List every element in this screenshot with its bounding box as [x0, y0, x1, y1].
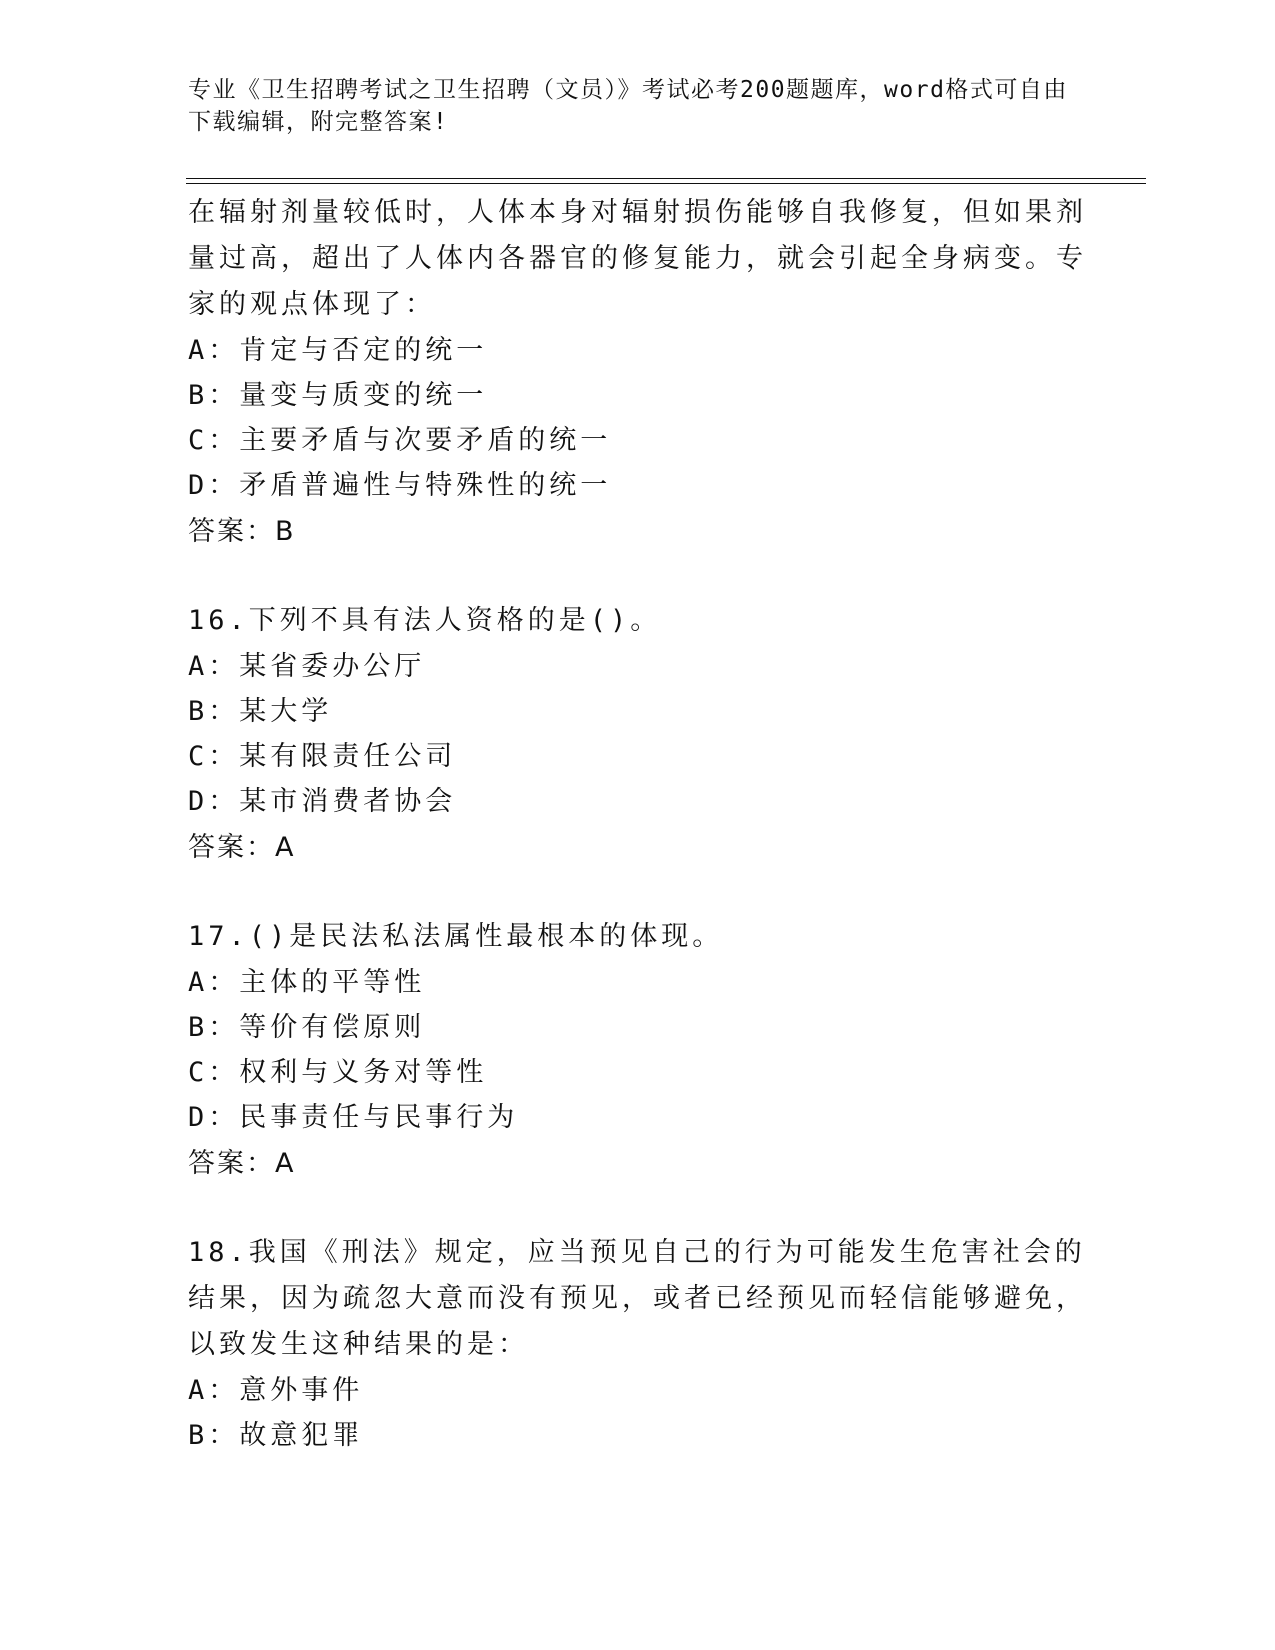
question-16 [188, 598, 1088, 872]
option-b: B：量变与质变的统一 [188, 380, 488, 411]
option-a: A：意外事件 [188, 1375, 364, 1406]
answer-line: 答案：A [188, 832, 296, 863]
question-list [188, 190, 1088, 1458]
option-b: B：等价有偿原则 [188, 1012, 426, 1043]
option-d: D：矛盾普遍性与特殊性的统一 [188, 470, 612, 501]
answer-line: 答案：A [188, 1148, 296, 1179]
question-stem: 在辐射剂量较低时，人体本身对辐射损伤能够自我修复，但如果剂量过高，超出了人体内各器官的修复能力，就会引起全身病变。专家的观点体现了： [188, 197, 1087, 320]
question-stem: 18.我国《刑法》规定，应当预见自己的行为可能发生危害社会的结果，因为疏忽大意而没有预见，或者已经预见而轻信能够避免，以致发生这种结果的是： [188, 1237, 1087, 1360]
header-rule-top [186, 178, 1146, 179]
option-a: A：肯定与否定的统一 [188, 335, 488, 366]
option-b: B：某大学 [188, 696, 333, 727]
option-a: A：主体的平等性 [188, 967, 426, 998]
question-stem: 17.()是民法私法属性最根本的体现。 [188, 921, 724, 952]
option-c: C：某有限责任公司 [188, 741, 457, 772]
question-spacer [188, 1188, 1088, 1230]
option-a: A：某省委办公厅 [188, 651, 426, 682]
option-c: C：主要矛盾与次要矛盾的统一 [188, 425, 612, 456]
option-d: D：某市消费者协会 [188, 786, 457, 817]
option-b: B：故意犯罪 [188, 1420, 364, 1451]
option-c: C：权利与义务对等性 [188, 1057, 488, 1088]
question-stem: 16.下列不具有法人资格的是()。 [188, 605, 662, 636]
option-d: D：民事责任与民事行为 [188, 1102, 519, 1133]
question-spacer [188, 556, 1088, 598]
question-15 [188, 190, 1088, 556]
question-18 [188, 1230, 1088, 1458]
header-rule-bottom [186, 183, 1146, 184]
answer-line: 答案：B [188, 516, 296, 547]
question-spacer [188, 872, 1088, 914]
question-17 [188, 914, 1088, 1188]
document-header: 专业《卫生招聘考试之卫生招聘（文员）》考试必考200题题库，word格式可自由下载编辑，附完整答案! [188, 77, 1068, 135]
